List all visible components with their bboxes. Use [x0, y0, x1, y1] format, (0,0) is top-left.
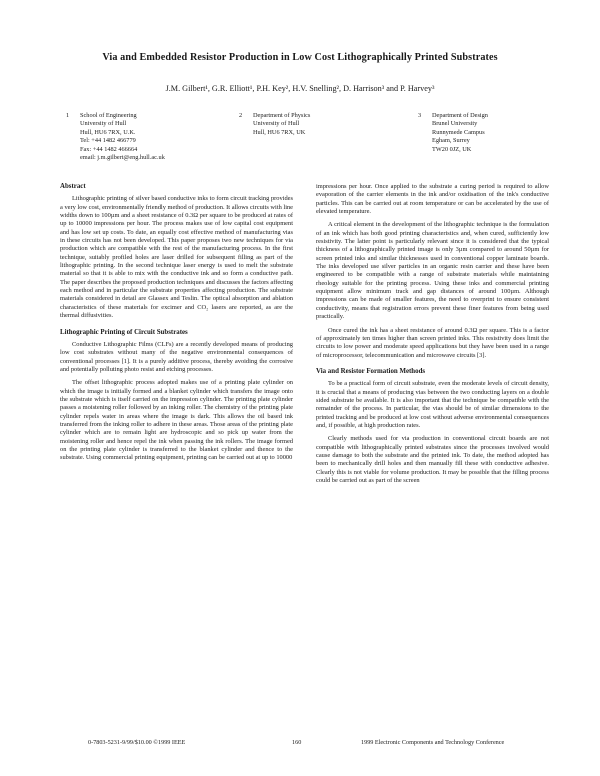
- affiliation-line: Hull, HU6 7RX, UK: [253, 128, 306, 136]
- body-paragraph: Once cured the ink has a sheet resistance of around 0.3Ω per square. This is a factor of approximately ten times higher than screen printed inks. This resistivity does limit the circuits to low power and moderate speed applications but they have been used in a range of microprocessor, telecommunication and microwave circuits [3].: [316, 326, 549, 359]
- affiliation-3: [418, 112, 488, 154]
- affiliation-line: Hull, HU6 7RX, U.K.: [80, 128, 136, 136]
- affiliation-line: TW20 0JZ, UK: [432, 145, 472, 153]
- body-paragraph: Clearly methods used for via production in conventional circuit boards are not compatible with lithographically printed substrates since the processes involved would cause damage to both the substrate and the printed ink. To date, the method adopted has been to mechanically drill holes and then manually fill these with conductive adhesive. Clearly this is not viable for volume production. It may be possible that the filling process could be carried out as part of the screen: [316, 435, 549, 484]
- affiliation-line: University of Hull: [253, 120, 300, 128]
- affiliation-line: Department of Physics: [253, 112, 311, 119]
- paper-authors: J.M. Gilbert¹, G.R. Elliott¹, P.H. Key², H.V. Snelling², D. Harrison³ and P. Harvey³: [165, 84, 435, 93]
- body-paragraph: To be a practical form of circuit substrate, even the moderate levels of circuit density, it is crucial that a means of producing vias between the two conducting layers on a double sided substrate be available. It is also important that the technique be compatible with the remainder of the process. In particular, the vias should be of similar dimensions to the printed tracking and be produced at low cost without adverse environmental consequences and, if possible, at high production rates.: [316, 380, 549, 429]
- abstract-text: Lithographic printing of silver based conductive inks to form circuit tracking provides a very low cost, environmentally friendly method of production. It allows circuits with line widths down to 100µm and a sheet resistance of 0.3Ω per square to be produced at rates of up to 10000 impressions per hour. The process makes use of low capital cost equipment and has low set up costs. To date, an equally cost effective method of manufacturing vias in these circuits has not been developed. This paper proposes two new techniques for via production which are compatible with the rest of the manufacturing process. In the first technique, suitably profiled holes are laser drilled for subsequent filling as part of the lithographic printing. In the second technique laser energy is used to melt the substrate material so that it is able to mix with the conductive ink and so form a conductive path. The paper describes the proposed production techniques and discusses the factors affecting each method and in particular the substrate properties affecting production. The substrate materials considered in detail are Glassex and Teslin. The optical absorption and ablation characteristics of these materials for excimer and CO₂ lasers are reported, as are the thermal diffusivities.: [60, 195, 293, 320]
- affiliation-line: Department of Design: [432, 112, 488, 119]
- body-paragraph: impressions per hour. Once applied to the substrate a curing period is required to allow evaporation of the carrier elements in the ink and/or oxidisation of the ink's conductive particles. This can be carried out at room temperature or can be accelerated by the use of elevated temperature.: [316, 183, 549, 216]
- body-paragraph: A critical element in the development of the lithographic technique is the formulation of an ink which has both good printing characteristics and, when cured, sufficiently low resistivity. The latter point is particularly relevant since it is considered that the typical thickness of a lithographically printed image is only 3µm compared to around 50µm for screen printed inks and similar thicknesses used in conventional copper laminate boards. The inks developed use silver particles in an organic resin carrier and these have been engineered to be compatible with a range of substrate materials while maintaining rheology suitable for the printing process. Using these inks and commercial printing equipment allow minimum track and gap distances of around 100µm. Although impressions can be made of smaller features, the need to overprint to ensure consistent conductivity, means that registration errors prevent these finer features from being used practically.: [316, 221, 549, 321]
- affiliation-line: School of Engineering: [80, 112, 137, 119]
- right-column: [316, 183, 549, 490]
- affiliation-number: 1: [66, 112, 70, 119]
- affiliation-line: Fax: +44 1482 466664: [80, 145, 138, 153]
- footer-conference: 1999 Electronic Components and Technology Conference: [361, 739, 505, 746]
- body-paragraph: Conductive Lithographic Films (CLFs) are a recently developed means of producing low cost substrates without many of the negative environmental consequences of conventional processes [1]. It is a purely additive process, thereby avoiding the corrosive and potentially polluting photo resist and etching processes.: [60, 340, 293, 373]
- affiliation-line: Brunel University: [432, 120, 478, 128]
- section-heading-lithographic-printing: Lithographic Printing of Circuit Substrates: [60, 328, 188, 336]
- abstract-heading: Abstract: [60, 183, 86, 190]
- affiliation-line: Runnymede Campus: [432, 128, 485, 136]
- affiliation-1: [66, 112, 165, 162]
- affiliation-email: email: j.m.gilbert@eng.hull.ac.uk: [80, 154, 165, 162]
- affiliation-line: Egham, Surrey: [432, 137, 470, 145]
- footer-page-number: 160: [292, 739, 302, 746]
- affiliation-number: 3: [418, 112, 422, 119]
- footer-copyright: 0-7803-5231-9/99/$10.00 ©1999 IEEE: [88, 739, 186, 746]
- affiliation-line: University of Hull: [80, 120, 127, 128]
- affiliation-2: [239, 112, 311, 137]
- left-column: [60, 183, 293, 468]
- section-heading-via-resistor-formation: Via and Resistor Formation Methods: [316, 367, 426, 375]
- affiliation-line: Tel: +44 1482 466779: [80, 137, 136, 145]
- affiliation-number: 2: [239, 112, 243, 119]
- paper-title: Via and Embedded Resistor Production in Low Cost Lithographically Printed Substrates: [102, 52, 498, 63]
- body-paragraph: The offset lithographic process adopted makes use of a printing plate cylinder on which the image is initially formed and a blanket cylinder which transfers the image onto the substrate which is itself carried on the impression cylinder. The printing plate cylinder passes a moistening roller followed by an inking roller. The chemistry of the printing plate cylinder repels water in areas where the image is dark. This allows the oil based ink transferred from the inking roller to adhere in these areas. Those areas of the printing plate cylinder which are to remain light are hydroscopic and so pick up water from the moistening roller and hence repel the ink when passing the ink rollers. The image formed on the printing plate cylinder is transferred to the blanket cylinder and thence to the substrate. Using commercial printing equipment, printing can be carried out at up to 10000: [60, 379, 293, 462]
